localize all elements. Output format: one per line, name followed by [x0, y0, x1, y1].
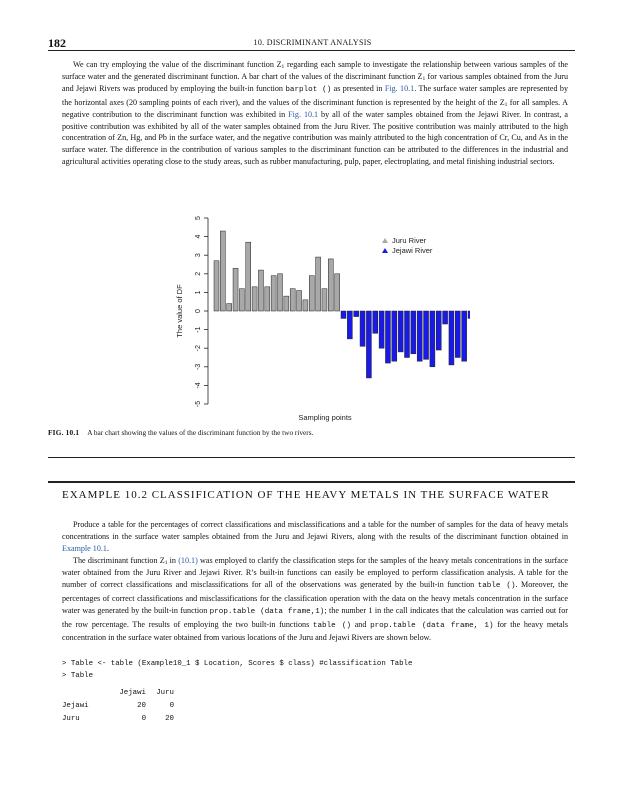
bar [227, 304, 232, 311]
bar [290, 289, 295, 311]
bar [246, 242, 251, 311]
figure-label: FIG. 10.1 [48, 428, 80, 437]
bar [328, 259, 333, 311]
code-line: > Table [62, 672, 94, 680]
bar [455, 311, 460, 358]
figure-link[interactable]: Fig. 10.1 [384, 83, 415, 93]
bar [449, 311, 454, 365]
running-title: 10. DISCRIMINANT ANALYSIS [253, 38, 372, 47]
table-cell: 20 [165, 714, 174, 723]
table-cell: 20 [137, 701, 146, 710]
bar [252, 287, 257, 311]
table-row [62, 712, 174, 725]
bar [258, 270, 263, 311]
y-tick-label: -4 [194, 382, 202, 389]
bar [265, 287, 270, 311]
table-header-cell: Jejawi [119, 688, 146, 697]
figure-link[interactable]: Fig. 10.1 [288, 109, 319, 119]
bar-chart [170, 208, 470, 424]
bar [278, 274, 283, 311]
bar [385, 311, 390, 363]
bar [424, 311, 429, 359]
bar [309, 276, 314, 311]
bar [214, 261, 219, 311]
bar [436, 311, 441, 350]
bar [354, 311, 359, 317]
bar [417, 311, 422, 361]
bar [322, 289, 327, 311]
bar [297, 291, 302, 311]
legend-label: Jejawi River [392, 246, 433, 255]
bar [443, 311, 448, 324]
section-divider [48, 457, 575, 458]
y-tick-label: 5 [194, 216, 202, 220]
bar [284, 296, 289, 311]
table-row-label: Jejawi [62, 701, 89, 710]
y-tick-label: -2 [194, 345, 202, 352]
bar [316, 257, 321, 311]
y-tick-label: -3 [194, 363, 202, 370]
classification-table [62, 686, 174, 725]
bar [335, 274, 340, 311]
table-header-row [62, 686, 174, 699]
bar [220, 231, 225, 311]
table-cell: 0 [169, 701, 174, 710]
y-tick-label: 4 [194, 234, 202, 239]
table-header-cell: Juru [156, 688, 174, 697]
table-cell: 0 [141, 714, 146, 723]
bar [347, 311, 352, 339]
figure-caption [48, 428, 568, 437]
header-rule [48, 50, 575, 51]
page-number: 182 [48, 36, 66, 50]
legend-marker-icon [382, 248, 388, 253]
inline-code-barplot: barplot () [285, 85, 332, 94]
example-paragraph-2: The discriminant function $Z_1$ in (10.1) was employed to clarify the classification steps for the samples of the heavy metals concentrations in the surface water obtained from the Juru River and Jejawi River. R’s built-in functions can easily be employed to perform classification analysis. A table for the number of correct classifications and misclassifications for all of the observations was generated by the built-in function table (). Moreover, the percentages of correct classifications and misclassifications for the classification operation with the data on the heavy metals concentration in the surface water was generated by the built-in function prop.table (data frame,1); the number 1 in the call indicates that the calculation was carried out for the row percentage. The results of employing the two built-in functions table () and prop.table (data frame, 1) for the heavy metals concentration in the surface water obtained from various locations of the Juru and Jejawi Rivers are shown below. [62, 556, 569, 643]
bar [392, 311, 397, 361]
bar [462, 311, 467, 361]
figure-caption-text: A bar chart showing the values of the discriminant function by the two rivers. [87, 428, 314, 437]
bar [341, 311, 346, 318]
legend-label: Juru River [392, 236, 427, 245]
y-tick-label: 0 [194, 309, 202, 313]
y-tick-label: -5 [194, 400, 202, 408]
legend-marker-icon [382, 238, 388, 243]
y-tick-label: 1 [194, 290, 202, 295]
y-axis-label: The value of DF [175, 284, 184, 338]
example-link[interactable]: Example 10.1 [62, 543, 107, 553]
equation-link[interactable]: (10.1) [178, 556, 198, 565]
table-row [62, 699, 174, 712]
bar [430, 311, 435, 367]
example-paragraph-1: Produce a table for the percentages of correct classifications and misclassifications and a table for the number of samples for the data of heavy metals concentrations in the surface water samples obtained from the Juru and Jejawi Rivers, along with the results of the discriminant function obtained in Example 10.1. [62, 520, 568, 553]
bar [303, 300, 308, 311]
bar [405, 311, 410, 358]
bar [366, 311, 371, 378]
bar [233, 268, 238, 311]
bar [468, 311, 470, 318]
intro-paragraph: We can try employing the value of the discriminant function $Z_1$ regarding each sample to investigate the relationship between various samples of the surface water and the generated discriminant function. A bar chart of the values of the discriminant function $Z_1$ for various samples obtained from the Juru and Jejawi Rivers was produced by employing the built-in function barplot () as presented in Fig. 10.1. The surface water samples are represented by the horizontal axes (20 sampling points of each river), and the values of the discriminant function is represented by the height of the $Z_1$ for all samples. A negative contribution to the discriminant function was exhibited in Fig. 10.1 by all of the water samples obtained from the Jejawi River. In contrast, a positive contribution was exhibited by all of the water samples obtained from the Juru River. The positive contribution was mainly attributed to the high concentration of Zn, Hg, and Pb in the surface water, and the negative contribution was mainly attributed to the high concentration of Cr, Cu, and As in the surface water. The difference in the contribution of various samples to the discriminant function can be attributed to the differences in the industrial and agricultural activities operating close to the study areas, such as rubber manufacturing, pulp, paper, electroplating, and metal finishing industrial sectors. [62, 60, 569, 167]
y-tick-label: -1 [194, 326, 202, 333]
example-heading: EXAMPLE 10.2 CLASSIFICATION OF THE HEAVY METALS IN THE SURFACE WATER [62, 489, 550, 501]
bar [398, 311, 403, 352]
figure-10-1 [170, 208, 470, 424]
code-line: > Table <- table (Example10_1 $ Location, Scores $ class) #classification Table [62, 660, 413, 668]
bar [360, 311, 365, 346]
bar [239, 289, 244, 311]
bar [373, 311, 378, 333]
bar [379, 311, 384, 348]
table-row-label: Juru [62, 714, 80, 723]
x-axis-label: Sampling points [298, 413, 352, 422]
y-tick-label: 3 [194, 253, 202, 258]
bar [411, 311, 416, 354]
bar [271, 276, 276, 311]
section-divider-thick [48, 481, 575, 483]
y-tick-label: 2 [194, 271, 202, 276]
